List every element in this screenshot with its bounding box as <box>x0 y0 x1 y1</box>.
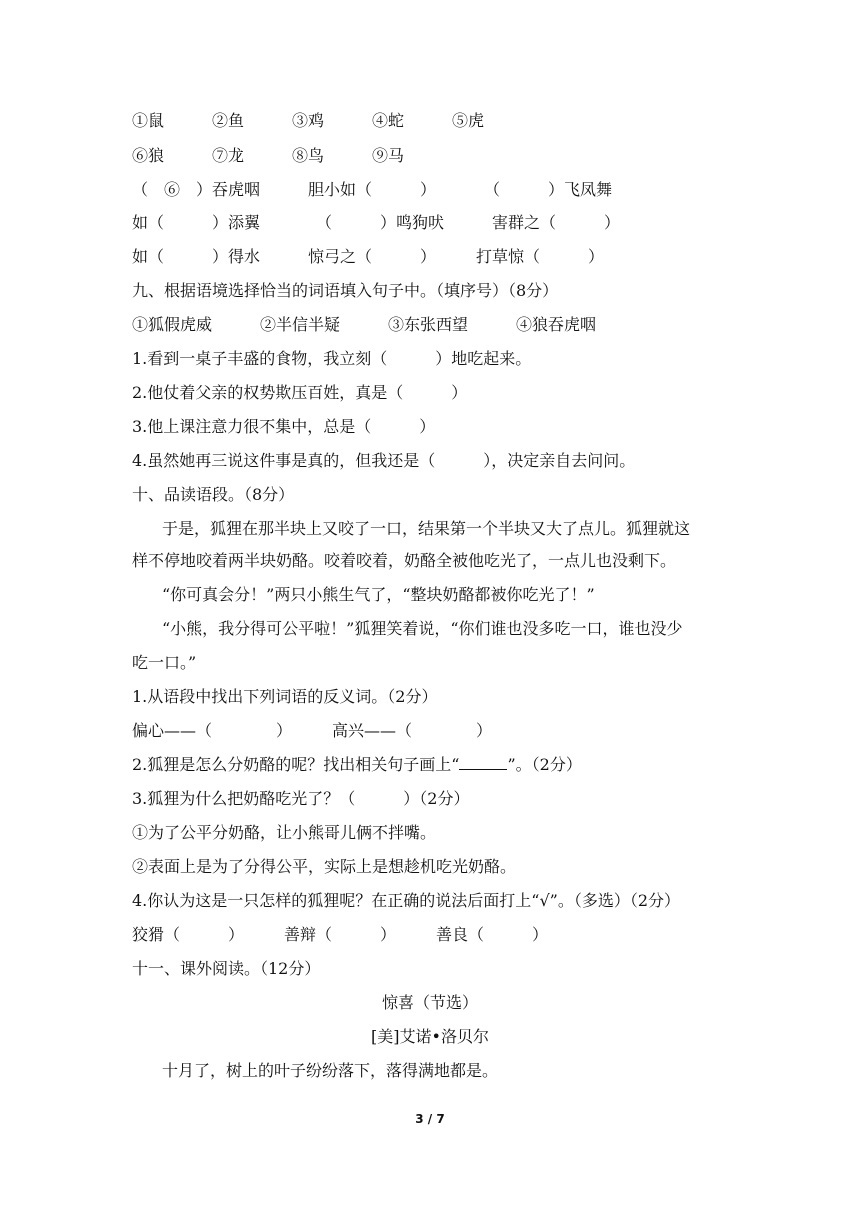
underline-mark <box>459 755 507 770</box>
section-9-sentence-3: 3.他上课注意力很不集中，总是（ ） <box>132 417 436 436</box>
story-title: 惊喜（节选） <box>381 993 478 1012</box>
section-11-title: 十一、课外阅读。（12分） <box>132 959 321 978</box>
animal-options-row-1: ①鼠 ②鱼 ③鸡 ④蛇 ⑤虎 <box>132 111 485 130</box>
question-2-text: 2.狐狸是怎么分奶酪的呢？找出相关句子画上“ <box>132 755 460 774</box>
question-3-option-b: ②表面上是为了分得公平，实际上是想趁机吃光奶酪。 <box>132 857 517 876</box>
question-4-choices: 狡猾（ ） 善辩（ ） 善良（ ） <box>132 925 549 944</box>
question-3-option-a: ①为了公平分奶酪，让小熊哥儿俩不拌嘴。 <box>132 823 437 842</box>
passage-paragraph-1-line-2: 样不停地咬着两半块奶酪。咬着咬着，奶酪全被他吃光了，一点儿也没剩下。 <box>132 551 677 570</box>
question-1-blanks: 偏心——（ ） 高兴——（ ） <box>132 721 493 740</box>
section-9-title: 九、根据语境选择恰当的词语填入句子中。（填序号）（8分） <box>132 281 559 300</box>
question-3: 3.狐狸为什么把奶酪吃光了？（ ）（2分） <box>132 789 470 808</box>
passage-paragraph-1-line-1: 于是，狐狸在那半块上又咬了一口，结果第一个半块又大了点儿。狐狸就这 <box>162 519 691 538</box>
idiom-fill-row-1: （ ⑥ ）吞虎咽 胆小如（ ） （ ）飞凤舞 <box>132 180 613 199</box>
question-2-score: ”。（2分） <box>507 755 582 774</box>
story-paragraph-1: 十月了，树上的叶子纷纷落下，落得满地都是。 <box>162 1061 499 1080</box>
section-9-sentence-4: 4.虽然她再三说这件事是真的，但我还是（ ），决定亲自去问问。 <box>132 451 636 470</box>
section-9-sentence-2: 2.他仗着父亲的权势欺压百姓，真是（ ） <box>132 383 468 402</box>
idiom-fill-row-2: 如（ ）添翼 （ ）鸣狗吠 害群之（ ） <box>132 213 621 232</box>
section-10-title: 十、品读语段。（8分） <box>132 485 295 504</box>
animal-options-row-2: ⑥狼 ⑦龙 ⑧鸟 ⑨马 <box>132 146 405 165</box>
passage-paragraph-3-line-2: 吃一口。” <box>132 653 197 672</box>
story-author: [美]艾诺•洛贝尔 <box>371 1027 489 1046</box>
question-4: 4.你认为这是一只怎样的狐狸呢？在正确的说法后面打上“√”。（多选）（2分） <box>132 891 681 910</box>
section-9-options: ①狐假虎威 ②半信半疑 ③东张西望 ④狼吞虎咽 <box>132 315 597 334</box>
question-1: 1.从语段中找出下列词语的反义词。（2分） <box>132 687 438 706</box>
question-2 <box>132 755 582 775</box>
idiom-fill-row-3: 如（ ）得水 惊弓之（ ） 打草惊（ ） <box>132 247 605 266</box>
passage-paragraph-3-line-1: “小熊，我分得可公平啦！”狐狸笑着说，“你们谁也没多吃一口，谁也没少 <box>162 619 683 638</box>
page-number: 3 / 7 <box>415 1112 445 1126</box>
section-9-sentence-1: 1.看到一桌子丰盛的食物，我立刻（ ）地吃起来。 <box>132 349 532 368</box>
passage-paragraph-2: “你可真会分！”两只小熊生气了，“整块奶酪都被你吃光了！” <box>162 585 595 604</box>
